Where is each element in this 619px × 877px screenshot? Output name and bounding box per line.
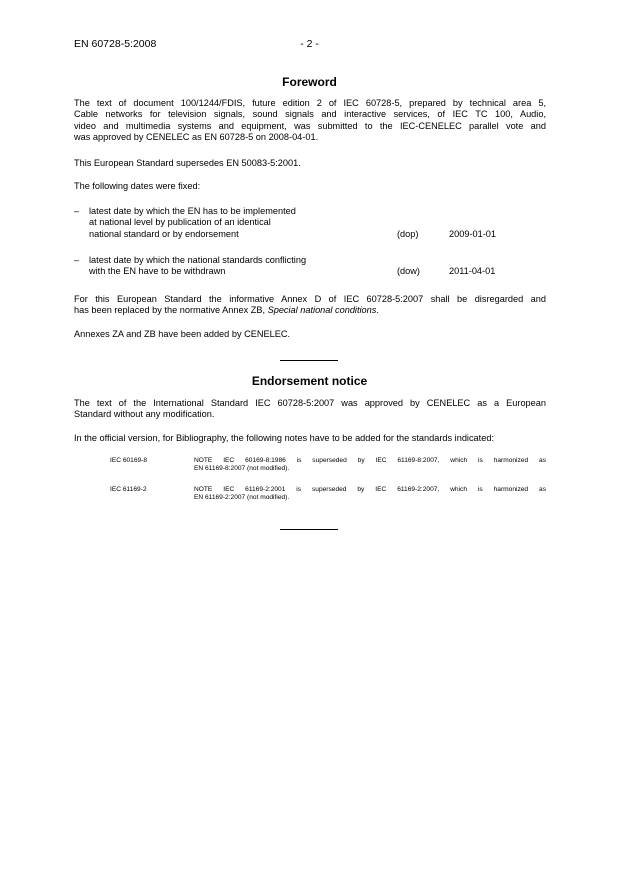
section-divider (280, 529, 338, 530)
text-line: Annexes ZA and ZB have been added by CENELEC. (74, 329, 291, 339)
foreword-heading: Foreword (282, 75, 337, 89)
dop-abbreviation: (dop) (397, 229, 419, 239)
list-dash: – (74, 255, 80, 265)
text-line: was approved by CENELEC as EN 60728-5 on 2008-04-01. (74, 131, 319, 142)
note-standard-iec-60169-8: IEC 60169-8 (110, 457, 148, 464)
text-line: latest date by which the EN has to be implemented (89, 206, 296, 216)
text-line: EN 61169-2:2007 (not modified). (194, 494, 290, 501)
text-line: The text of the International Standard IEC 60728-5:2007 was approved by CENELEC as a European (74, 398, 546, 408)
text-line: The following dates were fixed: (74, 181, 201, 191)
text-line (74, 305, 546, 316)
text-line: EN 61169-8:2007 (not modified). (194, 465, 290, 472)
dow-date: 2011-04-01 (449, 266, 496, 276)
document-id: EN 60728-5:2008 (74, 38, 157, 50)
text-line: Cable networks for television signals, sound signals and interactive services, of IEC TC 100, Audio, (74, 109, 546, 120)
note-text-iec-60169-8 (194, 457, 546, 473)
list-dash: – (74, 206, 80, 216)
endorsement-paragraph-2 (74, 433, 546, 444)
note-standard-iec-61169-2: IEC 61169-2 (110, 486, 147, 493)
text-line: NOTE IEC 61169-2:2001 is superseded by IEC 61169-2:2007, which is harmonized as (194, 486, 546, 493)
foreword-paragraph-3 (74, 181, 546, 192)
dop-date: 2009-01-01 (449, 229, 496, 239)
annex-title: Special national conditions (267, 305, 377, 316)
text-line: For this European Standard the informative Annex D of IEC 60728-5:2007 shall be disregarded and (74, 294, 546, 304)
text-line: The text of document 100/1244/FDIS, future edition 2 of IEC 60728-5, prepared by technical area 5, (74, 98, 546, 108)
dow-abbreviation: (dow) (397, 266, 420, 276)
text-fragment: . (376, 305, 379, 316)
page-number: - 2 - (300, 38, 319, 50)
text-line: NOTE IEC 60169-8:1986 is superseded by IEC 61169-8:2007, which is harmonized as (194, 457, 546, 464)
foreword-paragraph-2 (74, 158, 546, 169)
section-divider (280, 360, 338, 361)
text-line: In the official version, for Bibliography, the following notes have to be added for the standards indicated: (74, 433, 494, 443)
text-line: national standard or by endorsement (89, 228, 239, 239)
text-line: Standard without any modification. (74, 409, 215, 420)
foreword-paragraph-1 (74, 98, 546, 143)
text-fragment: has been replaced by the normative Annex ZB, (74, 305, 268, 316)
text-line: with the EN have to be withdrawn (89, 266, 226, 277)
text-line: latest date by which the national standards conflicting (89, 255, 307, 265)
foreword-paragraph-5 (74, 329, 546, 340)
text-line: This European Standard supersedes EN 50083-5:2001. (74, 158, 301, 168)
foreword-paragraph-4 (74, 294, 546, 317)
note-text-iec-61169-2 (194, 486, 546, 502)
endorsement-heading: Endorsement notice (251, 374, 368, 388)
text-line: at national level by publication of an identical (89, 217, 271, 228)
endorsement-paragraph-1 (74, 398, 546, 421)
text-line: video and multimedia systems and equipment, was submitted to the IEC-CENELEC parallel vote and (74, 120, 546, 131)
